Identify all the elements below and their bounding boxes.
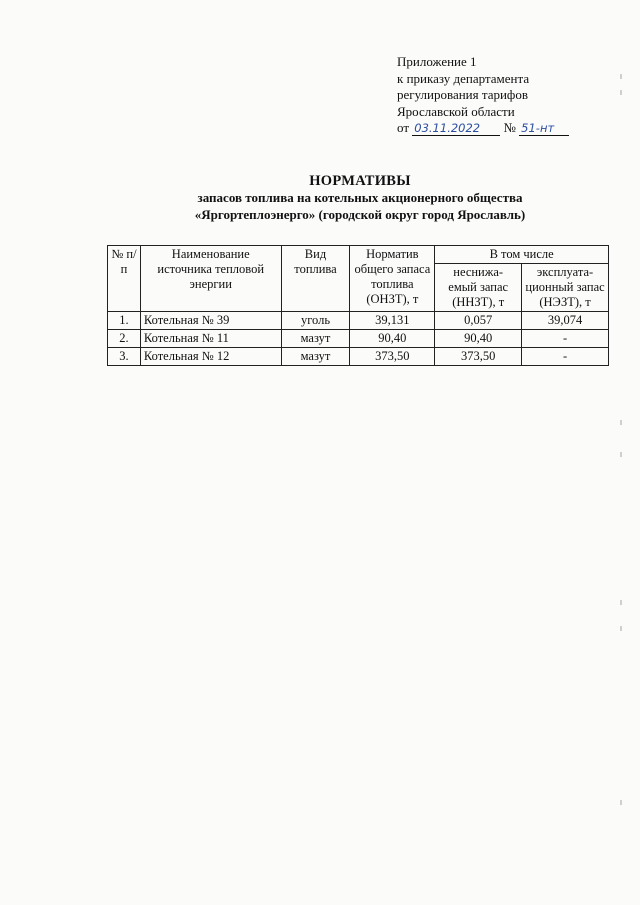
- row-source: Котельная № 11: [140, 330, 281, 348]
- header-including: В том числе: [435, 246, 609, 264]
- row-onzt: 90,40: [350, 330, 435, 348]
- from-label: от: [397, 120, 410, 135]
- header-onzt: Норматив общего запаса топлива (ОНЗТ), т: [350, 246, 435, 312]
- row-nnzt: 90,40: [435, 330, 522, 348]
- appendix-line: к приказу департамента: [397, 70, 530, 86]
- row-onzt: 373,50: [350, 348, 435, 366]
- appendix-block: [397, 54, 612, 137]
- header-neezt: эксплуата- ционный запас (НЭЗТ), т: [522, 264, 609, 312]
- row-fuel: уголь: [281, 312, 350, 330]
- appendix-line: Ярославской области: [397, 103, 515, 119]
- appendix-line: Приложение 1: [397, 54, 477, 69]
- row-num: 1.: [108, 312, 141, 330]
- row-source: Котельная № 39: [140, 312, 281, 330]
- title-subtitle: запасов топлива на котельных акционерного общества: [197, 190, 523, 205]
- table-row: [108, 348, 609, 366]
- row-fuel: мазут: [281, 348, 350, 366]
- scan-edge-marks: [616, 60, 622, 820]
- header-nnzt: неснижа- емый запас (ННЗТ), т: [435, 264, 522, 312]
- table-header-row: [108, 246, 609, 264]
- header-fuel: Вид топлива: [281, 246, 350, 312]
- row-nnzt: 0,057: [435, 312, 522, 330]
- document-title: [110, 172, 610, 223]
- handwritten-order-number: 51-нт: [519, 122, 569, 136]
- row-neezt: -: [522, 348, 609, 366]
- title-subtitle: «Яргортеплоэнерго» (городской округ город Ярославль): [194, 206, 526, 222]
- row-num: 3.: [108, 348, 141, 366]
- handwritten-date: 03.11.2022: [412, 122, 500, 136]
- table-row: [108, 312, 609, 330]
- appendix-line: регулирования тарифов: [397, 87, 528, 102]
- row-neezt: 39,074: [522, 312, 609, 330]
- row-onzt: 39,131: [350, 312, 435, 330]
- row-nnzt: 373,50: [435, 348, 522, 366]
- row-neezt: -: [522, 330, 609, 348]
- title-heading: НОРМАТИВЫ: [309, 173, 411, 189]
- fuel-norms-table: [107, 245, 609, 366]
- row-fuel: мазут: [281, 330, 350, 348]
- number-label: №: [503, 120, 516, 135]
- order-date-number-line: [397, 120, 612, 137]
- header-num: № п/п: [108, 246, 141, 312]
- header-source: Наименование источника тепловой энергии: [140, 246, 281, 312]
- row-num: 2.: [108, 330, 141, 348]
- table-row: [108, 330, 609, 348]
- row-source: Котельная № 12: [140, 348, 281, 366]
